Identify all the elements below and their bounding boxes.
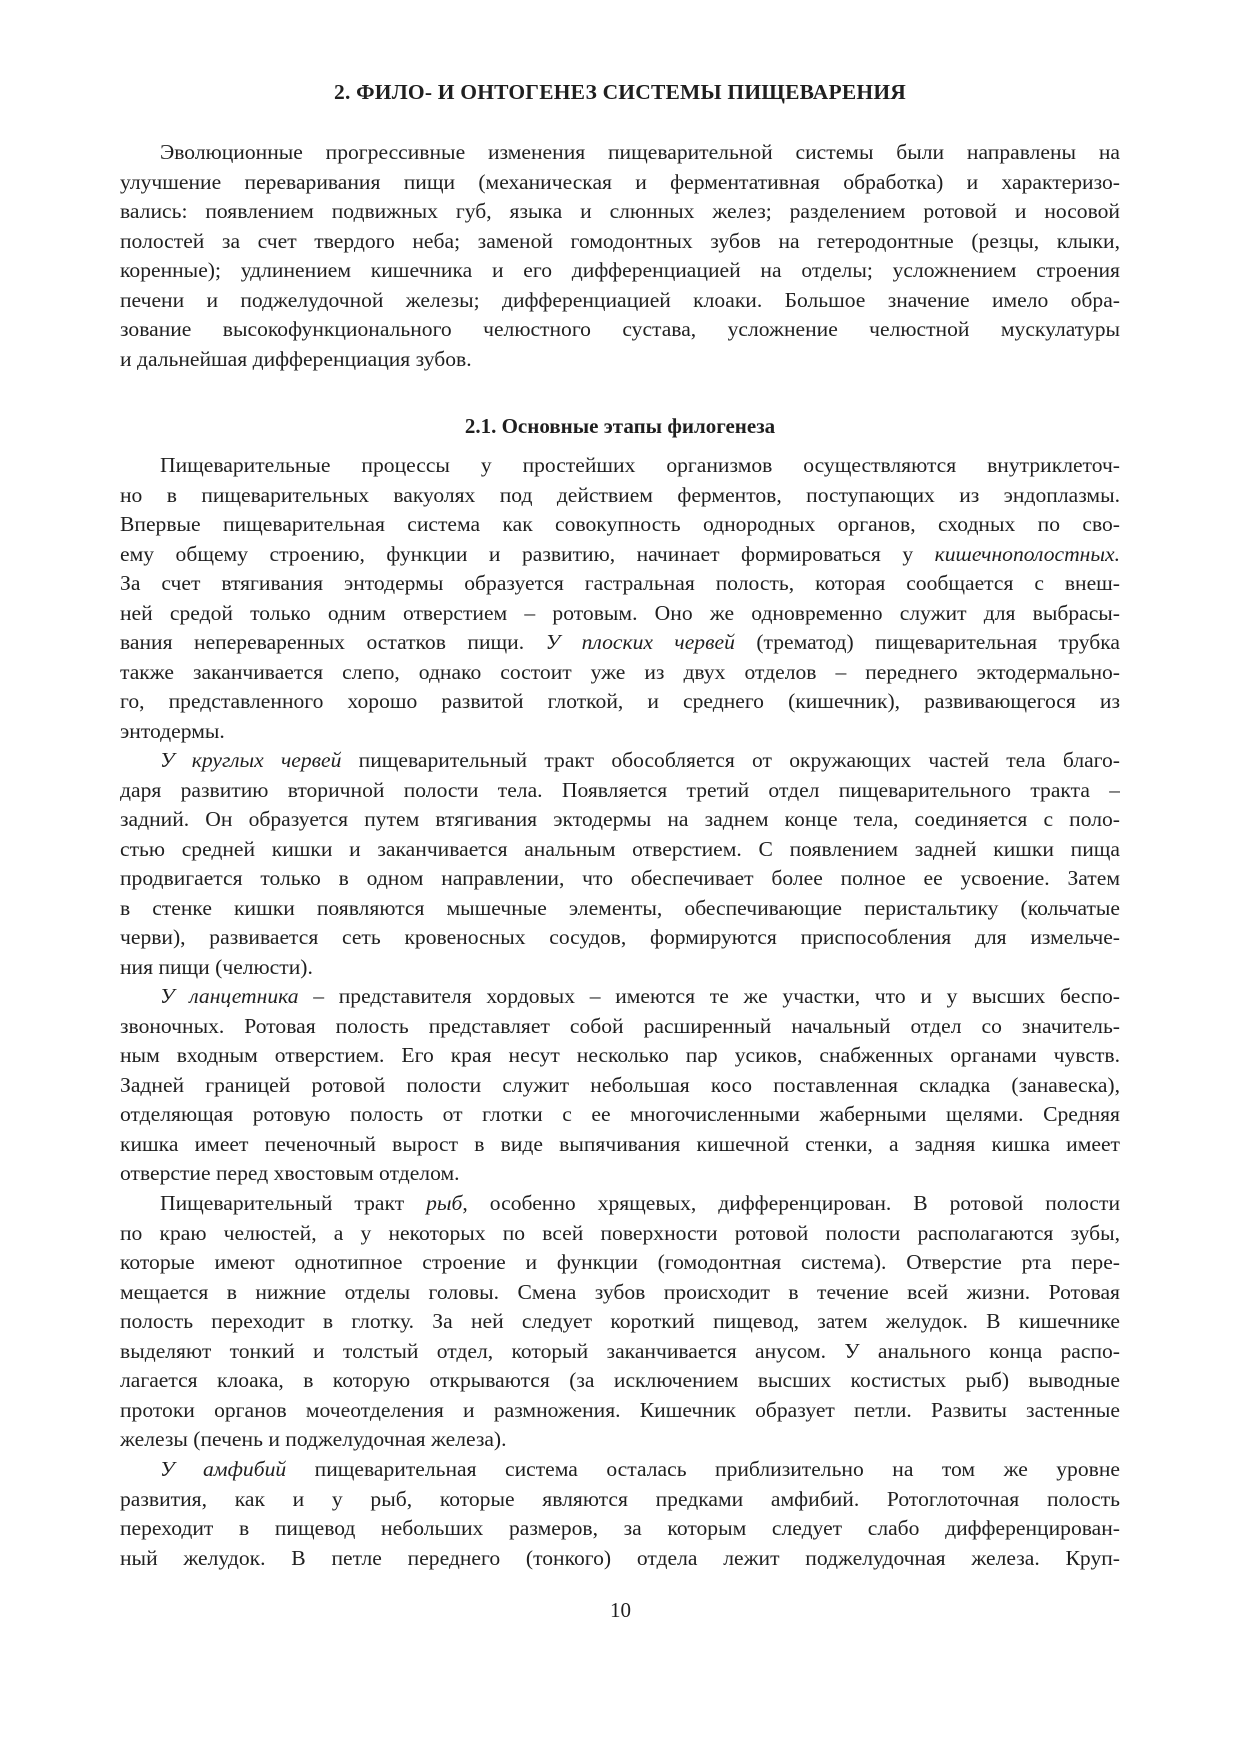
text-run: ему общему строению, функции и развитию, начинает формироваться у [120,541,914,566]
text-line: и дальнейшая дифференциация зубов. [120,346,472,371]
text-line [120,982,1120,1012]
text-run: вания непереваренных остатков пищи. [120,630,525,654]
text-run: , особенно хрящевых, дифференцирован. В ротовой полости [462,1191,1120,1215]
intro-paragraph [120,138,1120,374]
text-line: печени и поджелудочной железы; дифференциацией клоаки. Большое значение имело обра- [120,287,1120,312]
paragraph-lancelet [120,982,1120,1189]
italic-term: У амфибий [160,1457,287,1481]
text-line [120,1189,1120,1219]
text-line: в стенке кишки появляются мышечные элементы, обеспечивающие перистальтику (кольчатые [120,895,1120,920]
text-line: Впервые пищеварительная система как совокупность однородных органов, сходных по сво- [120,512,1120,536]
text-line: также заканчивается слепо, однако состоит уже из двух отделов – переднего эктодермально- [120,659,1120,684]
text-line: которые имеют однотипное строение и функции (гомодонтная система). Отверстие рта пере- [120,1250,1120,1274]
text-line: ный желудок. В петле переднего (тонкого) отдела лежит поджелудочная железа. Круп- [120,1545,1120,1570]
text-line: мещается в нижние отделы головы. Смена зубов происходит в течение всей жизни. Ротовая [120,1279,1120,1304]
text-line: выделяют тонкий и толстый отдел, который заканчивается анусом. У анального конца распо- [120,1338,1120,1363]
italic-term: кишечнополостных. [934,541,1120,566]
text-line: ней средой только одним отверстием – ротовым. Оно же одновременно служит для выбрасы- [120,600,1120,625]
text-line: полость переходит в глотку. За ней следует короткий пищевод, затем желудок. В кишечнике [120,1309,1120,1333]
text-line: вались: появлением подвижных губ, языка и слюнных желез; разделением ротовой и носовой [120,199,1120,223]
chapter-title: 2. ФИЛО- И ОНТОГЕНЕЗ СИСТЕМЫ ПИЩЕВАРЕНИЯ [334,80,906,104]
text-line: отделяющая ротовую полость от глотки с ее многочисленными жаберными щелями. Средняя [120,1102,1120,1126]
italic-term: рыб [426,1191,463,1215]
text-line: лагается клоака, в которую открываются (за исключением высших костистых рыб) выводные [120,1368,1120,1392]
text-line: по краю челюстей, а у некоторых по всей поверхности ротовой полости располагаются зубы, [120,1220,1120,1245]
paragraph-protozoa [120,451,1120,746]
text-line: железы (печень и поджелудочная железа). [120,1427,507,1451]
text-line: зование высокофункционального челюстного сустава, усложнение челюстной мускулатуры [120,317,1120,341]
text-line: но в пищеварительных вакуолях под действием ферментов, поступающих из эндоплазмы. [120,482,1120,507]
italic-term: У плоских червей [545,630,735,654]
text-line: переходит в пищевод небольших размеров, за которым следует слабо дифференцирован- [120,1516,1120,1540]
text-line: черви), развивается сеть кровеносных сосудов, формируются приспособления для измельче- [120,925,1120,949]
text-line: ным входным отверстием. Его края несут несколько пар усиков, снабженных органами чувств. [120,1043,1120,1067]
paragraph-amphibians [120,1455,1120,1573]
text-line: продвигается только в одном направлении, что обеспечивает более полное ее усвоение. Затем [120,866,1120,890]
page-number: 10 [610,1598,631,1622]
text-line [120,540,1120,570]
text-line: улучшение переваривания пищи (механическая и ферментативная обработка) и характеризо- [120,169,1120,194]
text-line: Эволюционные прогрессивные изменения пищеварительной системы были направлены на [160,140,1120,164]
text-line: полостей за счет твердого неба; заменой гомодонтных зубов на гетеродонтные (резцы, клыки, [120,228,1120,253]
text-line [120,746,1120,776]
text-line: ния пищи (челюсти). [120,954,313,979]
text-line: энтодермы. [120,718,225,743]
text-run: пищеварительная система осталась приблизительно на том же уровне [314,1457,1120,1481]
italic-term: У круглых червей [160,748,342,772]
text-line [120,1455,1120,1485]
italic-term: У ланцетника [160,984,299,1008]
paragraph-roundworms [120,746,1120,982]
paragraph-fish [120,1189,1120,1455]
text-line: развития, как и у рыб, которые являются предками амфибий. Ротоглоточная полость [120,1486,1120,1511]
text-line: отверстие перед хвостовым отделом. [120,1161,460,1185]
text-line: кишка имеет печеночный вырост в виде выпячивания кишечной стенки, а задняя кишка имеет [120,1131,1120,1156]
text-line: задний. Он образуется путем втягивания эктодермы на заднем конце тела, соединяется с поло- [120,807,1120,831]
text-run: – представителя хордовых – имеются те же участки, что и у высших беспо- [313,984,1120,1008]
text-line: коренные); удлинением кишечника и его дифференциацией на отделы; усложнением строения [120,258,1120,282]
text-line: го, представленного хорошо развитой глоткой, и среднего (кишечник), развивающегося из [120,689,1120,713]
text-line: Пищеварительные процессы у простейших организмов осуществляются внутриклеточ- [160,453,1120,477]
text-line: стью средней кишки и заканчивается анальным отверстием. С появлением задней кишки пища [120,836,1120,861]
text-run: (трематод) пищеварительная трубка [756,630,1120,654]
text-line: даря развитию вторичной полости тела. Появляется третий отдел пищеварительного тракта – [120,777,1120,802]
text-line: За счет втягивания энтодермы образуется гастральная полость, которая сообщается с внеш- [120,571,1120,595]
text-run: Пищеварительный тракт [160,1191,405,1215]
section-title: 2.1. Основные этапы филогенеза [464,414,776,438]
text-line: звоночных. Ротовая полость представляет собой расширенный начальный отдел со значитель- [120,1013,1120,1038]
text-run: пищеварительный тракт обособляется от окружающих частей тела благо- [358,748,1120,772]
text-line [120,628,1120,658]
text-line: протоки органов мочеотделения и размножения. Кишечник образует петли. Развиты застенные [120,1397,1120,1422]
text-line: Задней границей ротовой полости служит небольшая косо поставленная складка (занавеска), [120,1072,1120,1097]
